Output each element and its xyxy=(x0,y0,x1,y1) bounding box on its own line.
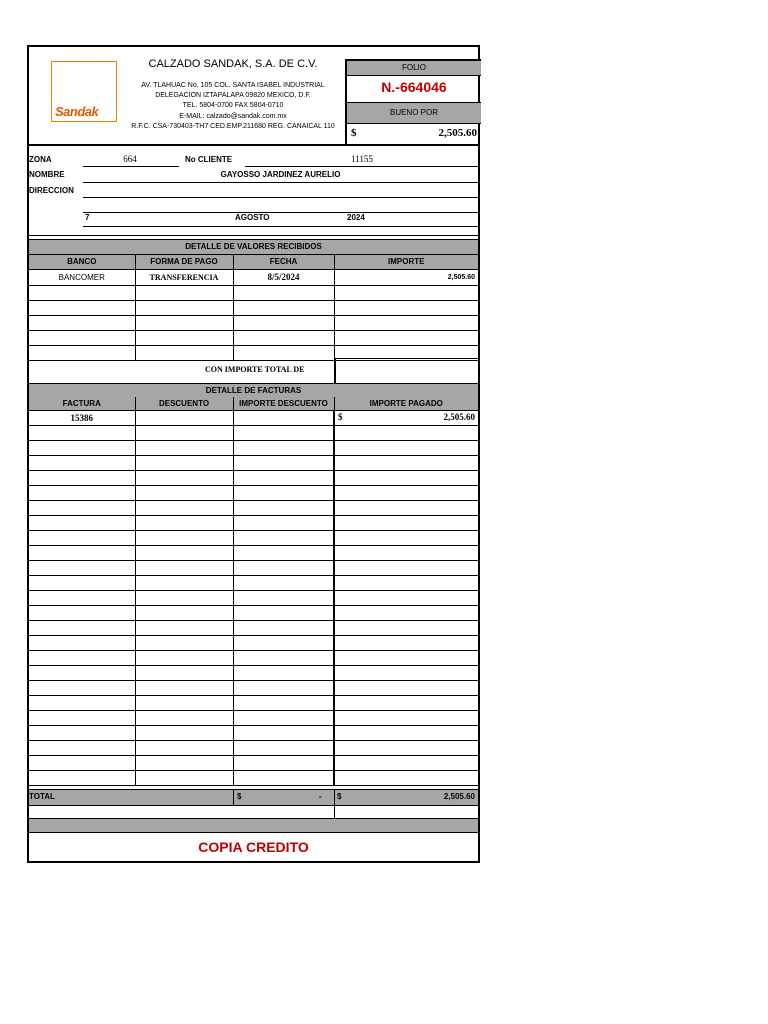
date-day: 7 xyxy=(85,213,90,222)
facturas-row xyxy=(29,605,478,620)
facturas-row xyxy=(29,425,478,440)
valores-cell xyxy=(29,285,135,300)
valores-cell xyxy=(29,300,135,315)
facturas-row xyxy=(29,725,478,740)
valores-header-cell: BANCO xyxy=(29,255,135,269)
folio-box xyxy=(345,59,481,145)
address-line1: AV. TLAHUAC No. 105 COL. SANTA ISABEL INDUSTRIAL xyxy=(141,82,325,89)
facturas-row xyxy=(29,590,478,605)
facturas-row xyxy=(29,485,478,500)
nombre-value: GAYOSSO JARDINEZ AURELIO xyxy=(220,170,341,179)
valores-table xyxy=(29,255,478,361)
valores-header-cell: FORMA DE PAGO xyxy=(135,255,233,269)
nombre-label: NOMBRE xyxy=(29,170,65,179)
facturas-row xyxy=(29,695,478,710)
direccion-label: DIRECCION xyxy=(29,186,74,195)
valores-cell xyxy=(135,285,233,300)
valores-header-cell: FECHA xyxy=(233,255,334,269)
valores-cell xyxy=(334,330,478,345)
facturas-row xyxy=(29,530,478,545)
importe-pagado-cell xyxy=(334,410,478,425)
facturas-row xyxy=(29,710,478,725)
zona-value: 664 xyxy=(123,154,137,164)
factura-number: 15386 xyxy=(29,410,135,425)
bueno-por-amount: 2,505.60 xyxy=(438,127,477,139)
folio-number: N.-664046 xyxy=(381,79,447,95)
facturas-row xyxy=(29,575,478,590)
valores-cell xyxy=(233,285,334,300)
facturas-row xyxy=(29,620,478,635)
valores-row xyxy=(29,285,478,300)
valores-cell xyxy=(233,315,334,330)
facturas-row xyxy=(29,410,478,425)
rfc-line: R.F.C. CSA-730403-TH7 CED.EMP.211680 REG. CANAICAL 110 xyxy=(131,123,335,130)
no-cliente-value: 11155 xyxy=(351,154,373,164)
valores-cell xyxy=(334,285,478,300)
valores-header-row xyxy=(29,255,478,269)
valores-cell xyxy=(135,345,233,360)
valores-cell xyxy=(233,345,334,360)
company-name: CALZADO SANDAK, S.A. DE C.V. xyxy=(148,58,318,70)
facturas-row xyxy=(29,500,478,515)
copia-credito-label: COPIA CREDITO xyxy=(198,839,309,855)
folio-label: FOLIO xyxy=(347,61,481,76)
facturas-row xyxy=(29,455,478,470)
valores-cell xyxy=(135,330,233,345)
valores-row xyxy=(29,300,478,315)
email-line: E-MAIL: calzado@sandak.com.mx xyxy=(179,113,287,120)
facturas-header-cell: FACTURA xyxy=(29,397,135,410)
zona-label: ZONA xyxy=(29,155,52,164)
valores-header-cell: IMPORTE xyxy=(334,255,478,269)
valores-cell xyxy=(29,345,135,360)
total-pag-currency: $ xyxy=(337,792,342,801)
facturas-title: DETALLE DE FACTURAS xyxy=(29,384,478,397)
address-line2: DELEGACION IZTAPALAPA 09820 MEXICO, D.F. xyxy=(155,92,311,99)
valores-total-box xyxy=(334,358,478,383)
valores-cell xyxy=(233,330,334,345)
facturas-row xyxy=(29,755,478,770)
no-cliente-label: No CLIENTE xyxy=(185,155,233,164)
date-year: 2024 xyxy=(347,213,365,222)
valores-cell xyxy=(135,300,233,315)
facturas-row xyxy=(29,440,478,455)
valores-cell xyxy=(334,300,478,315)
facturas-row xyxy=(29,470,478,485)
valores-cell xyxy=(233,300,334,315)
valores-row xyxy=(29,269,478,285)
importe-pagado-amount: 2,505.60 xyxy=(443,411,475,422)
bueno-por-currency: $ xyxy=(351,127,357,139)
valores-cell xyxy=(29,330,135,345)
facturas-row xyxy=(29,770,478,785)
valores-row xyxy=(29,315,478,330)
company-logo xyxy=(51,61,117,122)
valores-cell: TRANSFERENCIA xyxy=(135,269,233,285)
receipt-sheet xyxy=(27,45,480,863)
blank-gray-row xyxy=(29,819,478,833)
total-pag-value: 2,505.60 xyxy=(443,792,475,801)
total-desc-value: - xyxy=(319,792,322,801)
facturas-row xyxy=(29,515,478,530)
facturas-row xyxy=(29,560,478,575)
total-desc-currency: $ xyxy=(237,792,242,801)
valores-cell: 8/5/2024 xyxy=(233,269,334,285)
facturas-table xyxy=(29,397,478,786)
facturas-row xyxy=(29,650,478,665)
facturas-header-cell: DESCUENTO xyxy=(135,397,233,410)
importe-pagado-currency: $ xyxy=(338,411,343,422)
facturas-header-cell: IMPORTE PAGADO xyxy=(334,397,478,410)
facturas-row xyxy=(29,635,478,650)
valores-total-label: CON IMPORTE TOTAL DE xyxy=(205,365,305,374)
facturas-row xyxy=(29,740,478,755)
facturas-row xyxy=(29,680,478,695)
facturas-row xyxy=(29,665,478,680)
phone-line: TEL. 5804-0700 FAX 5804-0710 xyxy=(182,102,284,109)
valores-cell: 2,505.60 xyxy=(334,269,478,285)
valores-cell: BANCOMER xyxy=(29,269,135,285)
facturas-row xyxy=(29,545,478,560)
facturas-header-row xyxy=(29,397,478,410)
logo-text: Sandak xyxy=(55,104,99,119)
valores-cell xyxy=(29,315,135,330)
valores-cell xyxy=(334,315,478,330)
valores-title: DETALLE DE VALORES RECIBIDOS xyxy=(29,240,478,255)
facturas-header-cell: IMPORTE DESCUENTO xyxy=(233,397,334,410)
facturas-total-row xyxy=(29,789,478,806)
bueno-por-label: BUENO POR xyxy=(347,102,481,124)
date-month: AGOSTO xyxy=(235,213,270,222)
valores-row xyxy=(29,330,478,345)
total-label: TOTAL xyxy=(29,792,55,801)
valores-cell xyxy=(135,315,233,330)
